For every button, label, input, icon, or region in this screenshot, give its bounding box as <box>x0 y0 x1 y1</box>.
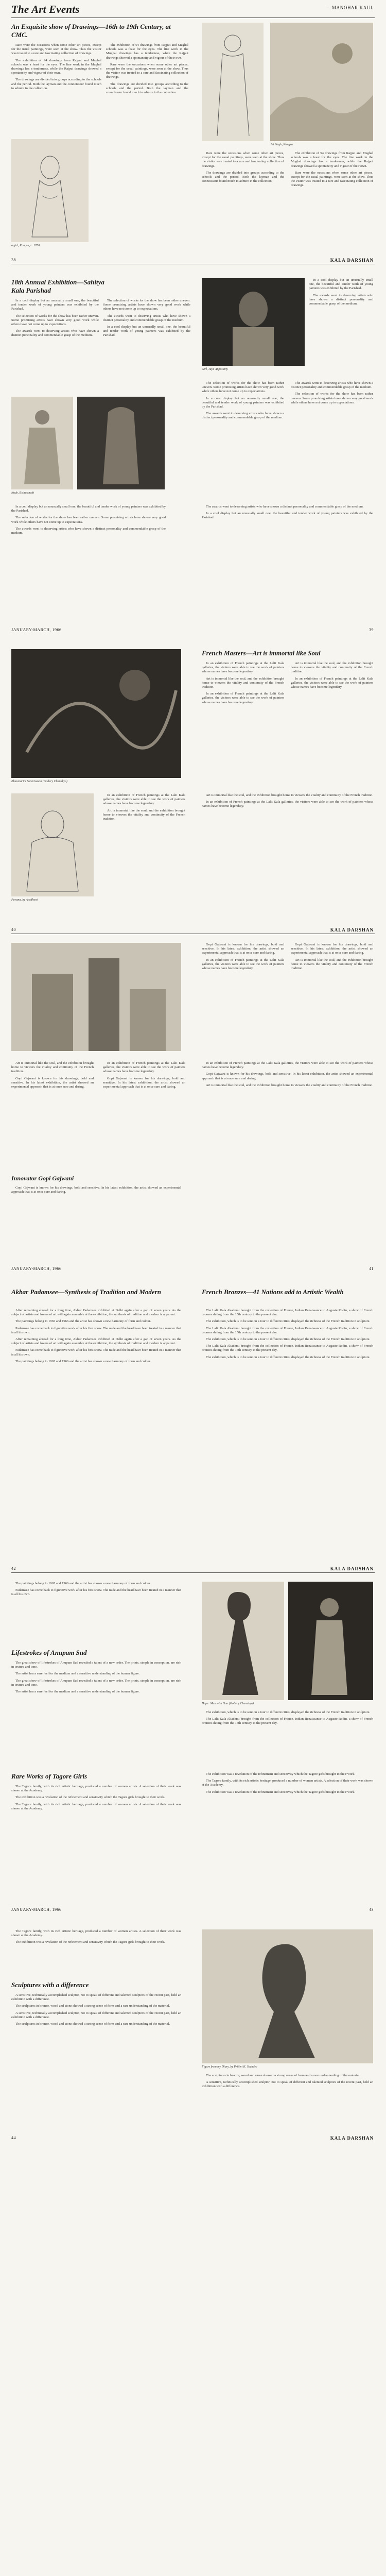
page-4 <box>0 1919 386 2561</box>
academy-image-3 <box>77 397 165 489</box>
tagore-body-2: The exhibition was a revelation of the refinement and sensitivity which the Tagore girls brought to their work. The Tagore family, with its rich artistic heritage, produced a number of women artists. A selection of their work was shown at the Academy. The exhibition was a revelation of the refinement and sensitivity which the Tagore girls brought to their work. <box>202 1772 373 1794</box>
figure-painting-icon <box>202 278 305 366</box>
tagore-body-3: The Tagore family, with its rich artistic heritage, produced a number of women artists. A selection of their work was shown at the Academy. The exhibition was a revelation of the refinement and sensitivity which the Tagore girls brought to their work. <box>11 1929 181 1944</box>
drawings-body-3: Rare were the occasions when some other art pieces, except for the usual paintings, were seen at the show. Thus the visitor was treated to a rare and fascinating collection of drawings. The drawings are divided into groups according to the schools and the period. Both the layman and the connoisseur found much to admire in the collection. <box>202 151 284 183</box>
page-number: 40 <box>11 927 16 932</box>
akbar-body: After remaining abroad for a long time, Akbar Padamsee exhibited at Delhi again after a gap of seven years. As the subject of artists and lovers of art will again assemble at the exhibition, the synthesis of tradition and modern is apparent. The paintings belong to 1965 and 1966 and the artist has shown a new harmony of form and colour. Padamsee has come back to figurative work after his first show. The nude and the head have been treated in a manner that is all his own. After remaining abroad for a long time, Akbar Padamsee exhibited at Delhi again after a gap of seven years. As the subject of artists and lovers of art will again assemble at the exhibition, the synthesis of tradition and modern is apparent. Padamsee has come back to figurative work after his first show. The nude and the head have been treated in a manner that is all his own. The paintings belong to 1965 and 1966 and the artist has shown a new harmony of form and colour. <box>11 1309 181 1363</box>
building-photo-icon <box>11 943 181 1051</box>
drawings-body-4: The exhibition of 94 drawings from Rajput and Mughal schools was a feast for the eyes. The line work in the Mughal drawings has a tenderness, while the Rajput drawings showed a spontaneity and vigour of their own. Rare were the occasions when some other art pieces, except for the usual paintings, were seen at the show. Thus the visitor was treated to a rare and fascinating collection of drawings. <box>291 151 373 188</box>
page-3 <box>0 1278 386 1919</box>
running-head: KALA DARSHAN <box>330 2136 374 2141</box>
soul-body: In an exhibition of French paintings at the Lalit Kala galleries, the visitors were able to see the work of painters whose names have become legendary. Art is immortal like the soul, and the exhibition brought home to viewers the vitality and continuity of the French tradition. In an exhibition of French paintings at the Lalit Kala galleries, the visitors were able to see the work of painters whose names have become legendary. <box>202 662 284 704</box>
bronzes-body: The Lalit Kala Akademi brought from the collection of France, Indian Renaissance to Auguste Rodin, a show of French bronzes dating from the 15th century to the present day. The exhibition, which is to be sent on a tour to different cities, displayed the richness of the French tradition in sculpture. The Lalit Kala Akademi brought from the collection of France, Indian Renaissance to Auguste Rodin, a show of French bronzes dating from the 15th century to the present day. The exhibition, which is to be sent on a tour to different cities, displayed the richness of the French tradition in sculpture. The Lalit Kala Akademi brought from the collection of France, Indian Renaissance to Auguste Rodin, a show of French bronzes dating from the 15th century to the present day. The exhibition, which is to be sent on a tour to different cities, displayed the richness of the French tradition in sculpture. <box>202 1309 373 1359</box>
innovator-body: Gopi Gajwani is known for his drawings, bold and sensitive. In his latest exhibition, the artist showed an experimental approach that is at once sure and daring. In an exhibition of French paintings at the Lalit Kala galleries, the visitors were able to see the work of painters whose names have become legendary. <box>202 943 284 971</box>
landscape-drawing-icon <box>270 23 373 141</box>
page-5 <box>0 2561 386 2576</box>
academy-body: In a cool display but an unusually small one, the beautiful and tender work of young painters was exhibited by the Parishad. The selection of works for the show has been rather uneven. Some promising artists have shown very good work while others have not come up to expectations. The awards went to deserving artists who have shown a distinct personality and commendable grasp of the medium. <box>11 299 99 337</box>
abstract-painting-icon <box>11 649 181 778</box>
drawing-image-2 <box>202 23 264 141</box>
gun-image <box>288 1582 373 1700</box>
seated-figure-icon <box>11 397 73 489</box>
page-number: 39 <box>369 628 374 632</box>
running-head: KALA DARSHAN <box>330 927 374 933</box>
page-number: 44 <box>11 2136 16 2140</box>
amjum-body-pre: The paintings belong to 1965 and 1966 and the artist has shown a new harmony of form and colour. Padamsee has come back to figurative work after his first show. The nude and the head have been treated in a manner that is all his own. <box>11 1582 181 1597</box>
girl-drawing-icon <box>11 139 89 242</box>
soul-body-2: Art is immortal like the soul, and the exhibition brought home to viewers the vitality and continuity of the French tradition. In an exhibition of French paintings at the Lalit Kala galleries, the visitors were able to see the work of painters whose names have become legendary. <box>291 662 373 689</box>
running-head: KALA DARSHAN <box>330 258 374 263</box>
page-number: 42 <box>11 1566 16 1571</box>
innovator-title: Innovator Gopi Gajwani <box>11 1175 74 1182</box>
academy-body-2: The selection of works for the show has been rather uneven. Some promising artists have shown very good work while others have not come up to expectations. The awards went to deserving artists who have shown a distinct personality and commendable grasp of the medium. In a cool display but an unusually small one, the beautiful and tender work of young painters was exhibited by the Parishad. <box>103 299 190 337</box>
page-number: 43 <box>369 1907 374 1912</box>
soul-caption-2: Pavana, by Avadhoot <box>11 899 38 902</box>
author-byline: — MANOHAR KAUL <box>325 5 374 10</box>
academy-body-3: In a cool display but an unusually small one, the beautiful and tender work of young painters was exhibited by the Parishad. The awards went to deserving artists who have shown a distinct personality and commendable grasp of the medium. <box>309 278 373 306</box>
bronzes-caption: Hope: Man with Gun (Gallery Chanakya) <box>202 1702 254 1705</box>
bronze-image <box>202 1582 284 1700</box>
drawings-title: An Exquisite show of Drawings—16th to 19th Century, at CMC. <box>11 23 171 39</box>
running-head: KALA DARSHAN <box>330 1566 374 1571</box>
tagore-body: The Tagore family, with its rich artistic heritage, produced a number of women artists. A selection of their work was shown at the Academy. The exhibition was a revelation of the refinement and sensitivity which the Tagore girls brought to their work. The Tagore family, with its rich artistic heritage, produced a number of women artists. A selection of their work was shown at the Academy. <box>11 1785 181 1810</box>
soul-body-4: Art is immortal like the soul, and the exhibition brought home to viewers the vitality and continuity of the French tradition. In an exhibition of French paintings at the Lalit Kala galleries, the visitors were able to see the work of painters whose names have become legendary. <box>202 793 373 808</box>
issue-date: JANUARY-MARCH, 1966 <box>11 628 62 632</box>
issue-date: JANUARY-MARCH, 1966 <box>11 1907 62 1912</box>
soul-title: French Masters—Art is immortal like Soul <box>202 649 321 657</box>
sculpture-figure-icon <box>202 1929 373 2063</box>
sculpture-body: A sensitive, technically accomplished sculptor, not to speak of different and talented sculptors of the recent past, held an exhibition with a difference. The sculptures in bronze, wood and stone showed a strong sense of form and a rare understanding of the material. A sensitive, technically accomplished sculptor, not to speak of different and talented sculptors of the recent past, held an exhibition with a difference. The sculptures in bronze, wood and stone showed a strong sense of form and a rare understanding of the material. <box>11 1993 181 2026</box>
mother-child-icon <box>11 793 94 896</box>
tagore-title: Rare Works of Tagore Girls <box>11 1772 87 1780</box>
bronzes-title: French Bronzes—41 Nations add to Artistic Wealth <box>202 1288 344 1296</box>
soul-body-3: In an exhibition of French paintings at the Lalit Kala galleries, the visitors were able to see the work of painters whose names have become legendary. Art is immortal like the soul, and the exhibition brought home to viewers the vitality and continuity of the French tradition. <box>103 793 185 821</box>
academy-body-7: The awards went to deserving artists who have shown a distinct personality and commendable grasp of the medium. In a cool display but an unusually small one, the beautiful and tender work of young painters was exhibited by the Parishad. <box>202 505 373 520</box>
figure-drawing-icon <box>202 23 264 141</box>
sculpture-caption: Figure from my Diary, by Prithvi K. Sachdev <box>202 2065 257 2069</box>
drawing-caption-2: Jai Singh, Kangra <box>270 143 293 146</box>
academy-caption-1: Girl, Jaya Appasamy <box>202 368 228 371</box>
academy-title: 18th Annual Exhibition—Sahitya Kala Parishad <box>11 278 104 294</box>
soul-image-1 <box>11 649 181 778</box>
innovator-body-4: In an exhibition of French paintings at the Lalit Kala galleries, the visitors were able to see the work of painters whose names have become legendary. Gopi Gajwani is known for his drawings, bold and sensitive. In his latest exhibition, the artist showed an experimental approach that is at once sure and daring. <box>103 1061 185 1089</box>
akbar-title: Akbar Padamsee—Synthesis of Tradition and Modern <box>11 1288 161 1296</box>
bronze-figure-icon <box>202 1582 284 1700</box>
academy-image-1 <box>202 278 305 366</box>
sculpture-image <box>202 1929 373 2063</box>
page-1 <box>0 0 386 639</box>
sculpture-body-2: The sculptures in bronze, wood and stone showed a strong sense of form and a rare understanding of the material. A sensitive, technically accomplished sculptor, not to speak of different and talented sculptors of the recent past, held an exhibition with a difference. <box>202 2074 373 2089</box>
sculpture-photo <box>11 943 181 1051</box>
soul-caption-1: Bhavatarini Sreenivasan (Gallery Chanakya) <box>11 780 67 783</box>
academy-caption-2: Nude, Bishwanath <box>11 492 34 495</box>
academy-body-5: The awards went to deserving artists who have shown a distinct personality and commendable grasp of the medium. The selection of works for the show has been rather uneven. Some promising artists have shown very good work while others have not come up to expectations. <box>291 381 373 404</box>
innovator-body-2: Gopi Gajwani is known for his drawings, bold and sensitive. In his latest exhibition, the artist showed an experimental approach that is at once sure and daring. Art is immortal like the soul, and the exhibition brought home to viewers the vitality and continuity of the French tradition. <box>291 943 373 971</box>
innovator-body-5: Gopi Gajwani is known for his drawings, bold and sensitive. In his latest exhibition, the artist showed an experimental approach that is at once sure and daring. <box>11 1186 181 1194</box>
section-title: The Art Events <box>11 3 80 15</box>
page-number: 41 <box>369 1266 374 1271</box>
amjum-body: The great show of lifestrokes of Anupam Sud revealed a talent of a new order. The prints, simple in conception, are rich in texture and tone. The artist has a sure feel for the medium and a sensitive understanding of the human figure. The great show of lifestrokes of Anupam Sud revealed a talent of a new order. The prints, simple in conception, are rich in texture and tone. The artist has a sure feel for the medium and a sensitive understanding of the human figure. <box>11 1661 181 1694</box>
innovator-body-3: Art is immortal like the soul, and the exhibition brought home to viewers the vitality and continuity of the French tradition. Gopi Gajwani is known for his drawings, bold and sensitive. In his latest exhibition, the artist showed an experimental approach that is at once sure and daring. <box>11 1061 94 1089</box>
page-number: 38 <box>11 258 16 262</box>
man-gun-icon <box>288 1582 373 1700</box>
bronzes-body-2: The exhibition, which is to be sent on a tour to different cities, displayed the richness of the French tradition in sculpture. The Lalit Kala Akademi brought from the collection of France, Indian Renaissance to Auguste Rodin, a show of French bronzes dating from the 15th century to the present day. <box>202 1710 373 1725</box>
sculpture-title: Sculptures with a difference <box>11 1981 89 1989</box>
drawing-caption-1: a girl, Kangra, c. 1780 <box>11 244 40 247</box>
innovator-body-6: In an exhibition of French paintings at the Lalit Kala galleries, the visitors were able to see the work of painters whose names have become legendary. Gopi Gajwani is known for his drawings, bold and sensitive. In his latest exhibition, the artist showed an experimental approach that is at once sure and daring. Art is immortal like the soul, and the exhibition brought home to viewers the vitality and continuity of the French tradition. <box>202 1061 373 1087</box>
drawing-image-3 <box>270 23 373 141</box>
drawings-body-2: The exhibition of 94 drawings from Rajput and Mughal schools was a feast for the eyes. The line work in the Mughal drawings has a tenderness, while the Rajput drawings showed a spontaneity and vigour of their own. Rare were the occasions when some other art pieces, except for the usual paintings, were seen at the show. Thus the visitor was treated to a rare and fascinating collection of drawings. The drawings are divided into groups according to the schools and the period. Both the layman and the connoisseur found much to admire in the collection. <box>106 43 188 95</box>
academy-body-4: The selection of works for the show has been rather uneven. Some promising artists have shown very good work while others have not come up to expectations. In a cool display but an unusually small one, the beautiful and tender work of young painters was exhibited by the Parishad. The awards went to deserving artists who have shown a distinct personality and commendable grasp of the medium. <box>202 381 284 420</box>
nude-painting-icon <box>77 397 165 489</box>
drawing-image-1 <box>11 139 89 242</box>
page-divider <box>11 1572 375 1573</box>
academy-body-6: In a cool display but an unusually small one, the beautiful and tender work of young painters was exhibited by the Parishad. The selection of works for the show has been rather uneven. Some promising artists have shown very good work while others have not come up to expectations. The awards went to deserving artists who have shown a distinct personality and commendable grasp of the medium. <box>11 505 166 535</box>
soul-image-2 <box>11 793 94 896</box>
page-2 <box>0 639 386 1278</box>
amjum-title: Lifestrokes of Anupam Sud <box>11 1649 87 1656</box>
drawings-body: Rare were the occasions when some other art pieces, except for the usual paintings, were seen at the show. Thus the visitor was treated to a rare and fascinating collection of drawings. The exhibition of 94 drawings from Rajput and Mughal schools was a feast for the eyes. The line work in the Mughal drawings has a tenderness, while the Rajput drawings showed a spontaneity and vigour of their own. The drawings are divided into groups according to the schools and the period. Both the layman and the connoisseur found much to admire in the collection. <box>11 43 101 90</box>
issue-date: JANUARY-MARCH, 1966 <box>11 1266 62 1271</box>
academy-image-2 <box>11 397 73 489</box>
